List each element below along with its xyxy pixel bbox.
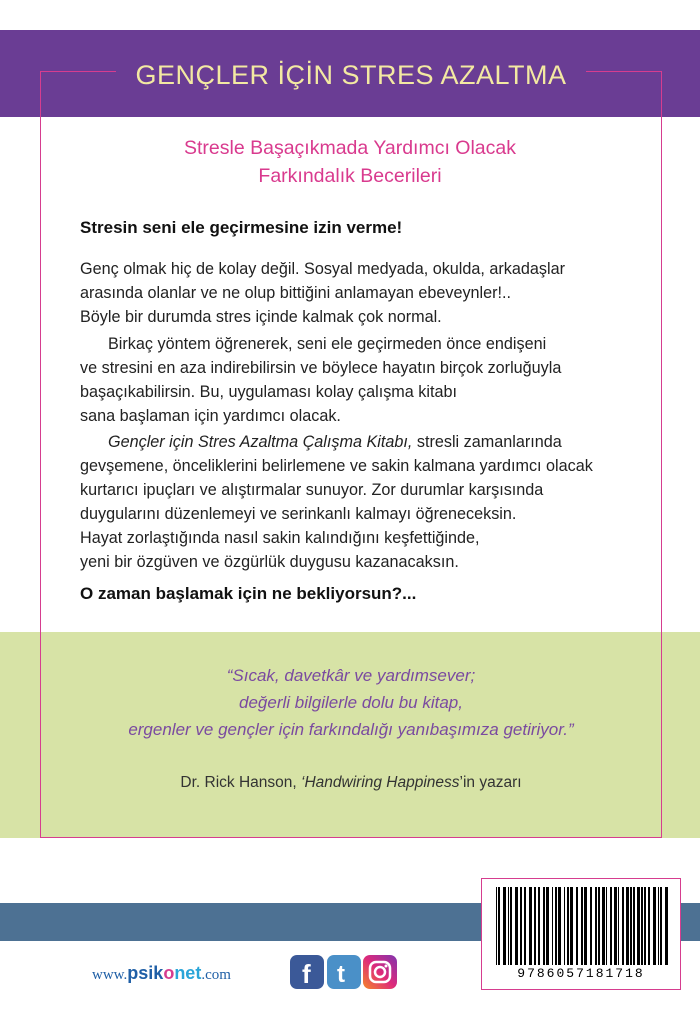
barcode-bar <box>606 887 607 965</box>
barcode-bar <box>633 887 635 965</box>
barcode <box>481 878 681 990</box>
barcode-bar <box>546 887 549 965</box>
text-line: Genç olmak hiç de kolay değil. Sosyal medyada, okulda, arkadaşlar <box>80 260 565 278</box>
barcode-bar <box>658 887 659 965</box>
barcode-bar <box>665 887 668 965</box>
barcode-bar <box>644 887 646 965</box>
barcode-bar <box>520 887 522 965</box>
barcode-bar <box>576 887 578 965</box>
barcode-bar <box>552 887 553 965</box>
publisher-website[interactable] <box>92 963 231 984</box>
subtitle-line: Stresle Başaçıkmada Yardımcı Olacak <box>184 137 516 159</box>
text-line <box>80 430 640 454</box>
text-line: başaçıkabilirsin. Bu, uygulaması kolay çalışma kitabı <box>80 383 457 401</box>
quote-line: ergenler ve gençler için farkındalığı yanıbaşımıza getiriyor.” <box>128 720 574 739</box>
author-name: Dr. Rick Hanson, <box>180 774 302 791</box>
barcode-bar <box>581 887 583 965</box>
headline: Stresin seni ele geçirmesine izin verme! <box>80 218 403 237</box>
barcode-bar <box>648 887 650 965</box>
barcode-bar <box>498 887 500 965</box>
barcode-bar <box>595 887 597 965</box>
website-suffix: .com <box>201 967 231 983</box>
attribution-suffix: ’in yazarı <box>459 774 522 791</box>
barcode-bar <box>610 887 612 965</box>
paragraph-2 <box>80 332 640 428</box>
isbn-number: 9786057181718 <box>517 966 645 981</box>
text-line: Böyle bir durumda stres içinde kalmak çok normal. <box>80 308 442 326</box>
barcode-bar <box>534 887 536 965</box>
text-line: yeni bir özgüven ve özgürlük duygusu kazanacaksın. <box>80 553 459 571</box>
barcode-bar <box>555 887 557 965</box>
quote-line: değerli bilgilerle dolu bu kitap, <box>239 693 463 712</box>
text-line: Birkaç yöntem öğrenerek, seni ele geçirmeden önce endişeni <box>108 335 547 353</box>
text-line: ve stresini en aza indirebilirsin ve böylece hayatın birçok zorluğuyla <box>80 359 562 377</box>
svg-text:f: f <box>302 959 311 989</box>
twitter-icon[interactable] <box>327 955 361 989</box>
barcode-bar <box>496 887 497 965</box>
author-book: ‘Handwiring Happiness <box>301 774 460 791</box>
text-line: Hayat zorlaştığında nasıl sakin kalındığını keşfettiğinde, <box>80 529 480 547</box>
text-line: duygularını düzenlemeyi ve serinkanlı kalmayı öğreneceksin. <box>80 505 517 523</box>
barcode-bar <box>515 887 518 965</box>
quote-line: “Sıcak, davetkâr ve yardımsever; <box>226 666 476 685</box>
barcode-bar <box>626 887 629 965</box>
brand-part: o <box>163 963 175 983</box>
barcode-bar <box>614 887 617 965</box>
barcode-bar <box>584 887 587 965</box>
barcode-bar <box>641 887 643 965</box>
barcode-bar <box>538 887 540 965</box>
text-line: kurtarıcı ipuçları ve alıştırmalar sunuyor. Zor durumlar karşısında <box>80 481 544 499</box>
barcode-bar <box>590 887 592 965</box>
barcode-bar <box>508 887 509 965</box>
barcode-bar <box>622 887 624 965</box>
instagram-icon[interactable] <box>363 955 397 989</box>
endorsement-quote <box>60 662 642 743</box>
brand-part: net <box>174 963 202 983</box>
barcode-bar <box>660 887 662 965</box>
website-prefix: www. <box>92 967 128 983</box>
book-title: GENÇLER İÇİN STRES AZALTMA <box>116 60 586 90</box>
barcode-bar <box>529 887 532 965</box>
quote-attribution <box>60 774 642 792</box>
barcode-bar <box>653 887 656 965</box>
barcode-bar <box>558 887 561 965</box>
book-name-italic: Gençler için Stres Azaltma Çalışma Kitabı, <box>108 433 413 451</box>
barcode-bar <box>524 887 526 965</box>
barcode-bar <box>510 887 512 965</box>
barcode-bar <box>570 887 573 965</box>
barcode-bar <box>598 887 600 965</box>
barcode-bar <box>630 887 632 965</box>
text-line: sana başlaman için yardımcı olacak. <box>80 407 341 425</box>
svg-text:t: t <box>337 961 345 988</box>
barcode-bar <box>543 887 545 965</box>
book-subtitle <box>100 134 600 190</box>
closing-question: O zaman başlamak için ne bekliyorsun?... <box>80 584 417 603</box>
subtitle-line: Farkındalık Becerileri <box>258 165 442 187</box>
barcode-bar <box>618 887 619 965</box>
barcode-bar <box>564 887 565 965</box>
barcode-bars <box>482 887 682 967</box>
text-fragment: stresli zamanlarında <box>412 433 562 451</box>
paragraph-1 <box>80 257 640 329</box>
barcode-bar <box>503 887 506 965</box>
brand-part: psik <box>127 963 164 983</box>
barcode-bar <box>567 887 569 965</box>
barcode-bar <box>602 887 605 965</box>
text-line: arasında olanlar ve ne olup bittiğini anlamayan ebeveynler!.. <box>80 284 512 302</box>
facebook-icon[interactable] <box>290 955 324 989</box>
text-line: gevşemene, önceliklerini belirlemene ve sakin kalmana yardımcı olacak <box>80 457 593 475</box>
barcode-bar <box>637 887 640 965</box>
publisher-logo-text <box>127 963 201 983</box>
paragraph-3 <box>80 430 640 574</box>
